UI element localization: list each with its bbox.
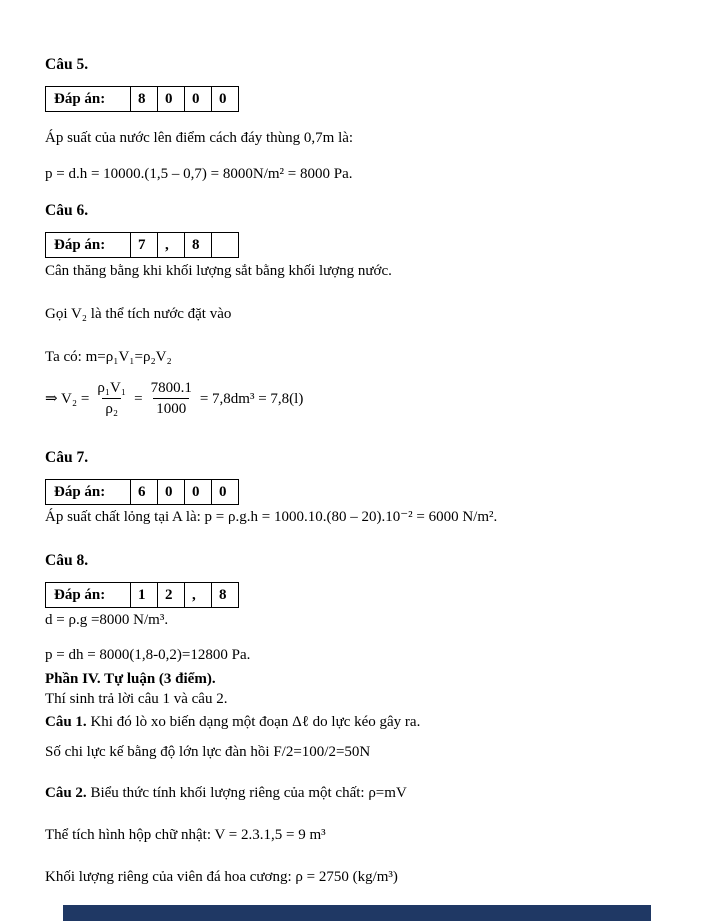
answer-cell: , [185, 583, 212, 608]
question-6-answer-table [45, 232, 239, 258]
question-7-explanation: Áp suất chất lỏng tại A là: p = ρ.g.h = 1000.10.(80 – 20).10⁻² = 6000 N/m². [45, 509, 498, 525]
answer-cell: 1 [131, 583, 158, 608]
answer-label: Đáp án: [46, 233, 131, 258]
answer-cell: 8 [131, 87, 158, 112]
question-8-heading: Câu 8. [45, 552, 89, 569]
fraction-numerator: 7800.1 [150, 380, 192, 396]
part-4-question-2-line2: Thể tích hình hộp chữ nhật: V = 2.3.1,5 = 9 m³ [45, 827, 326, 843]
question-1-label: Câu 1. [45, 714, 87, 730]
question-5-heading: Câu 5. [45, 56, 89, 73]
answer-cell: 0 [185, 480, 212, 505]
part-4-question-2 [45, 783, 670, 803]
question-8-line1: d = ρ.g =8000 N/m³. [45, 612, 169, 628]
question-6-line3: Ta có: m=ρ₁V₁=ρ₂V₂ [45, 349, 172, 365]
answer-label: Đáp án: [46, 583, 131, 608]
answer-cell: 6 [131, 480, 158, 505]
fraction-denominator: 1000 [153, 398, 189, 418]
part-4-heading: Phần IV. Tự luận (3 điểm). [45, 671, 216, 687]
question-8-answer-table [45, 582, 239, 608]
question-7-heading: Câu 7. [45, 449, 89, 466]
answer-cell: 8 [185, 233, 212, 258]
answer-cell: , [158, 233, 185, 258]
part-4-subheading: Thí sinh trả lời câu 1 và câu 2. [45, 691, 228, 707]
table-row [46, 87, 239, 112]
table-row [46, 233, 239, 258]
fraction-denominator: ρ₂ [102, 398, 121, 418]
answer-cell: 8 [212, 583, 239, 608]
part-4-section [45, 669, 670, 887]
question-8-line2: p = dh = 8000(1,8-0,2)=12800 Pa. [45, 647, 251, 663]
question-6-fraction-formula [45, 379, 670, 418]
question-6-line2: Gọi V₂ là thể tích nước đặt vào [45, 306, 232, 322]
fraction [94, 379, 129, 418]
answer-cell: 0 [158, 87, 185, 112]
answer-cell: 2 [158, 583, 185, 608]
question-5-section [45, 55, 670, 184]
fraction-numerator: ρ₁V₁ [97, 380, 127, 396]
question-6-section [45, 201, 670, 418]
table-row [46, 583, 239, 608]
footer-bar [63, 905, 651, 921]
question-6-heading: Câu 6. [45, 202, 89, 219]
formula-prefix: ⇒ V₂ = [45, 390, 90, 407]
question-5-formula: p = d.h = 10000.(1,5 – 0,7) = 8000N/m² = 8000 Pa. [45, 166, 353, 182]
part-4-question-1-line2: Số chi lực kế bằng độ lớn lực đàn hồi F/2=100/2=50N [45, 744, 371, 760]
table-row [46, 480, 239, 505]
answer-cell: 0 [212, 480, 239, 505]
question-2-label: Câu 2. [45, 785, 87, 801]
question-6-explanation: Cân thăng bằng khi khối lượng sắt bằng khối lượng nước. [45, 263, 392, 279]
formula-suffix: = 7,8dm³ = 7,8(l) [199, 390, 304, 407]
part-4-question-1 [45, 712, 670, 732]
answer-cell [212, 233, 239, 258]
answer-cell: 0 [158, 480, 185, 505]
question-5-answer-table [45, 86, 239, 112]
answer-label: Đáp án: [46, 480, 131, 505]
answer-cell: 0 [212, 87, 239, 112]
question-7-section [45, 448, 670, 527]
answer-cell: 7 [131, 233, 158, 258]
fraction [148, 379, 195, 418]
answer-cell: 0 [185, 87, 212, 112]
equals-sign: = [134, 390, 143, 407]
answer-label: Đáp án: [46, 87, 131, 112]
question-7-answer-table [45, 479, 239, 505]
question-1-text: Khi đó lò xo biến dạng một đoạn Δℓ do lực kéo gây ra. [86, 714, 421, 730]
part-4-question-2-line3: Khối lượng riêng của viên đá hoa cương: ρ = 2750 (kg/m³) [45, 869, 398, 885]
question-8-section [45, 551, 670, 665]
question-5-explanation: Áp suất của nước lên điểm cách đáy thùng 0,7m là: [45, 130, 354, 146]
question-2-text: Biểu thức tính khối lượng riêng của một chất: ρ=mV [86, 785, 407, 801]
